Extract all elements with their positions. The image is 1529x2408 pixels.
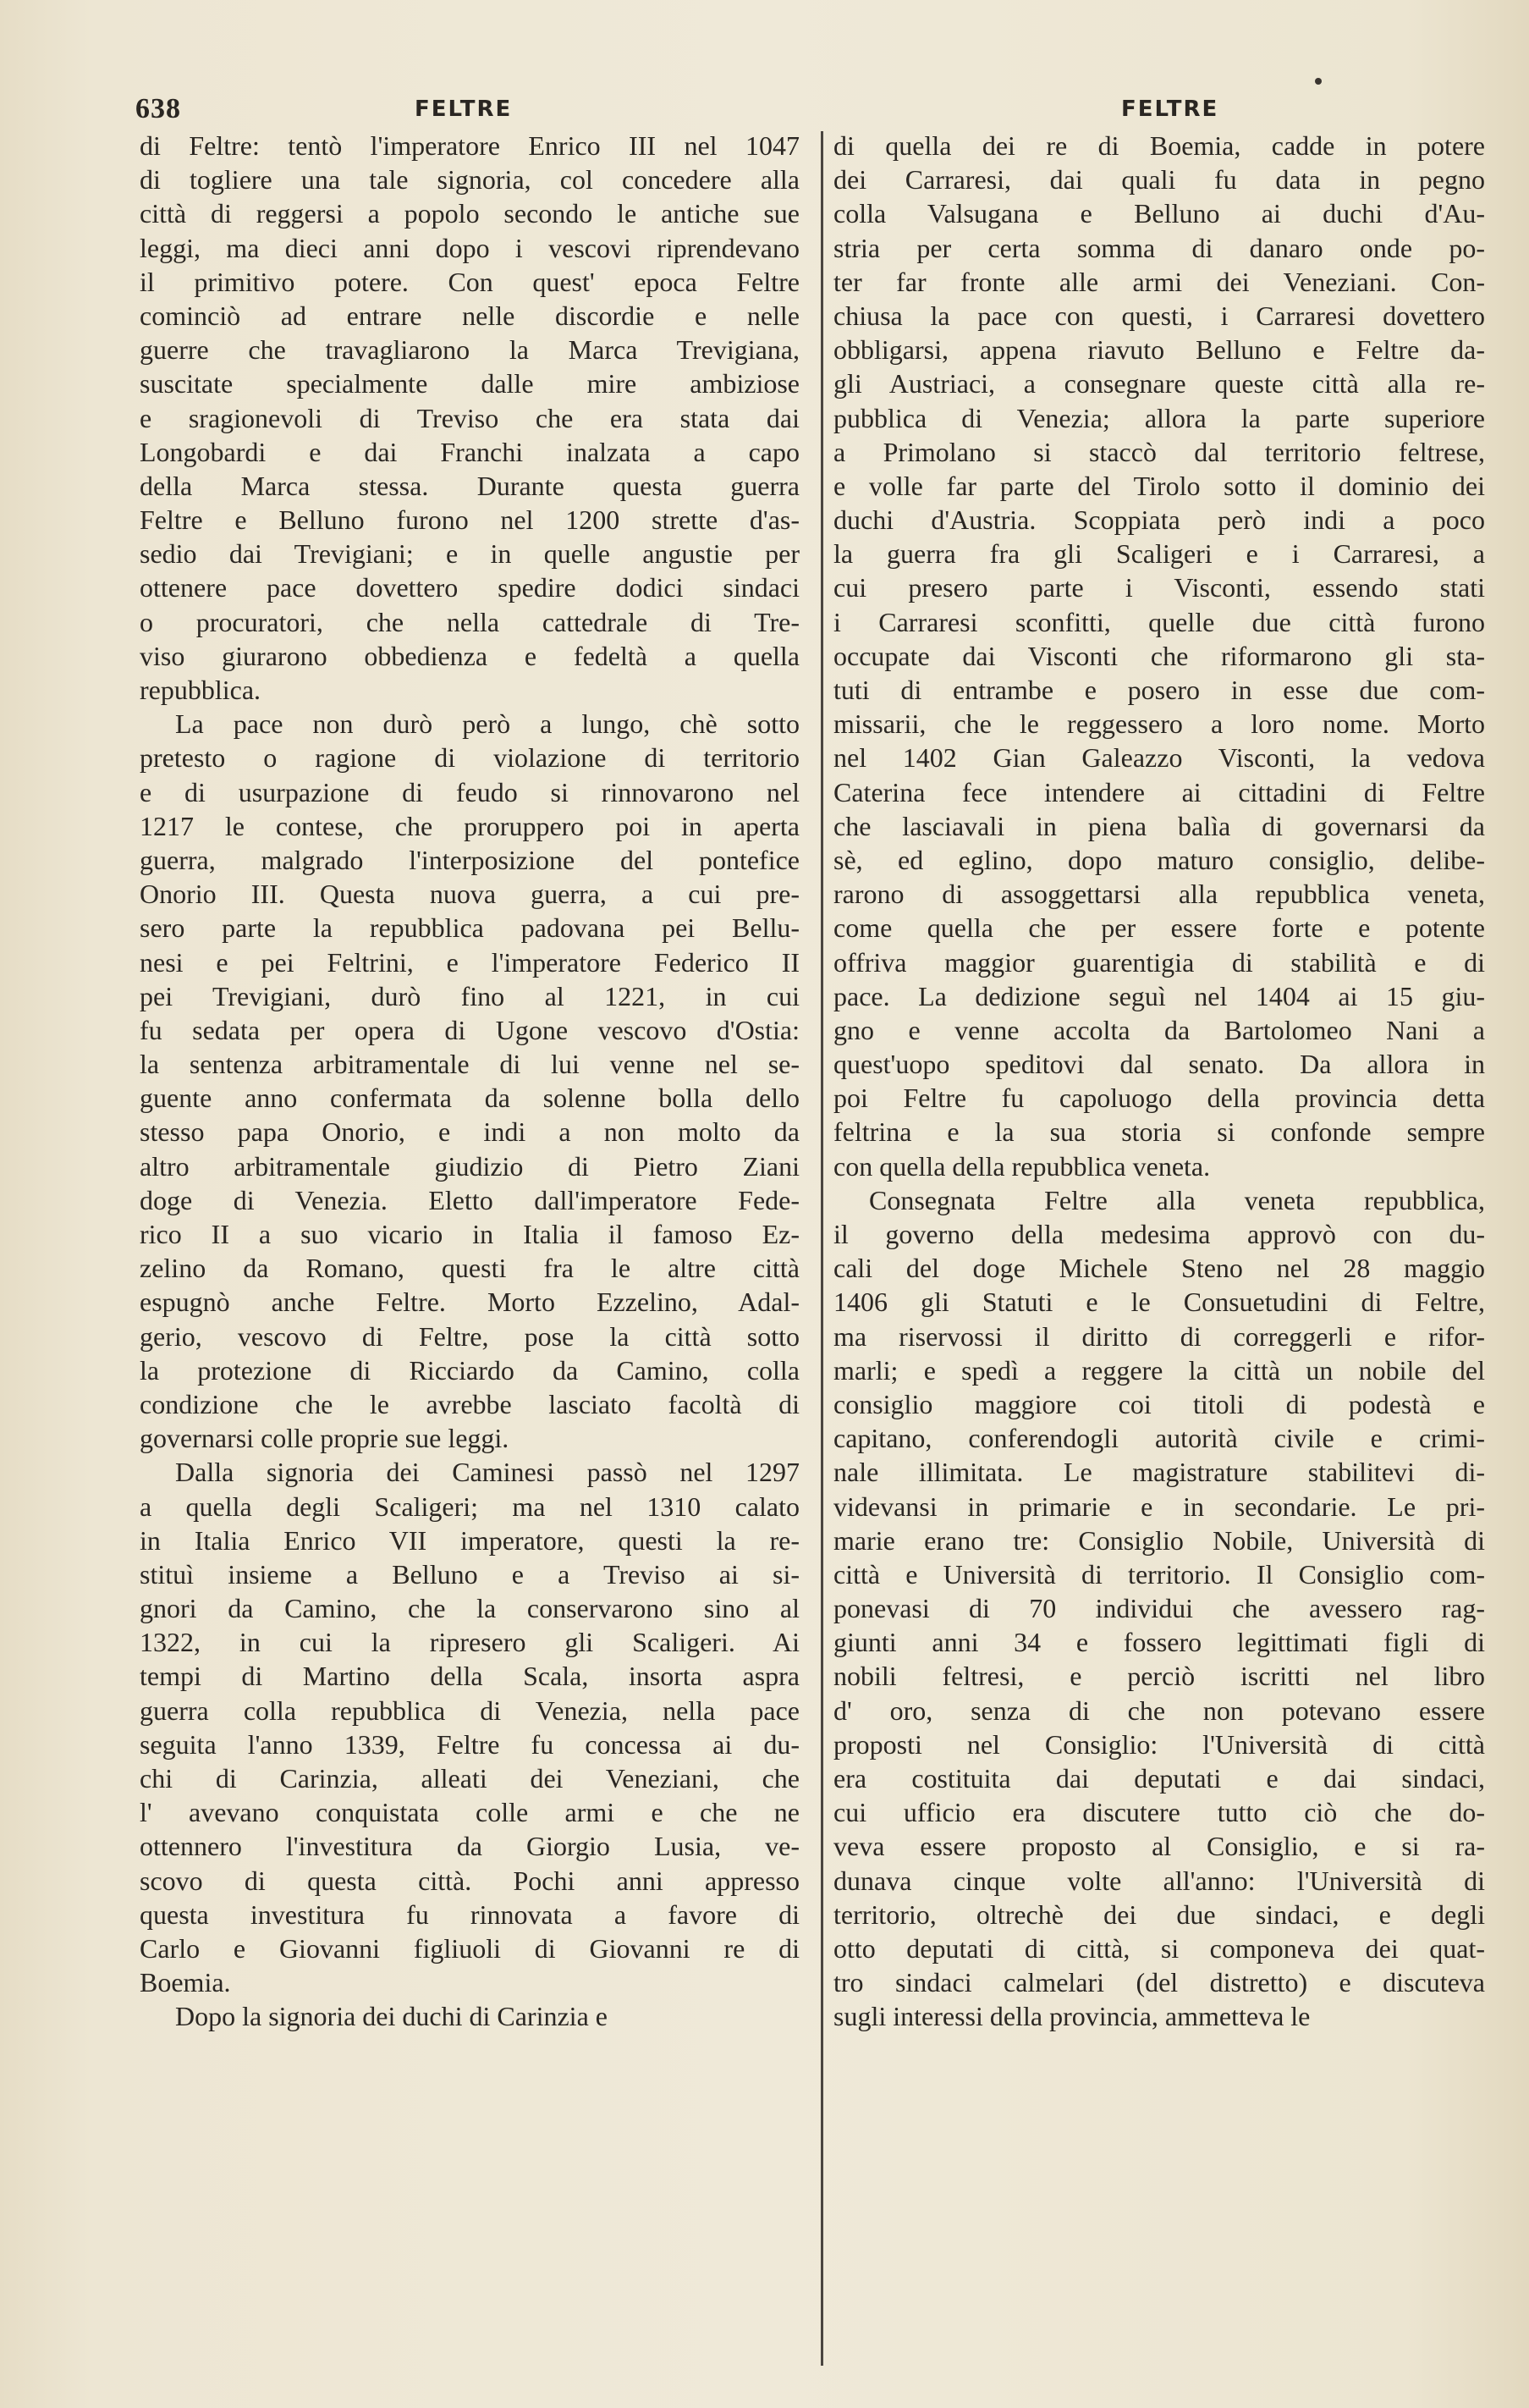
text-line: proposti nel Consiglio: l'Università di città: [833, 1728, 1485, 1760]
text-line: cui ufficio era discutere tutto ciò che do-: [833, 1797, 1485, 1828]
text-line: questa investitura fu rinnovata a favore di: [140, 1898, 800, 1930]
text-line: quest'uopo speditovi dal senato. Da allora in: [833, 1049, 1485, 1080]
text-line: gnori da Camino, che la conservarono sino al: [140, 1593, 800, 1624]
text-line: ponevasi di 70 individui che avessero rag-: [833, 1593, 1485, 1624]
text-line: otto deputati di città, si componeva dei quat-: [833, 1932, 1485, 1964]
text-line: governarsi colle proprie sue leggi.: [140, 1423, 509, 1454]
text-line: ter far fronte alle armi dei Veneziani. Con-: [833, 266, 1485, 297]
text-line: condizione che le avrebbe lasciato facoltà di: [140, 1388, 800, 1419]
text-line: pace. La dedizione seguì nel 1404 ai 15 giu-: [833, 980, 1485, 1011]
text-line: che lasciavali in piena balìa di governarsi da: [833, 810, 1485, 841]
text-line: altro arbitramentale giudizio di Pietro Ziani: [140, 1150, 800, 1182]
text-line: chiusa la pace con questi, i Carraresi dovettero: [833, 300, 1485, 331]
text-line: gli Austriaci, a consegnare queste città alla re-: [833, 368, 1485, 399]
text-line: consiglio maggiore coi titoli di podestà e: [833, 1388, 1485, 1419]
text-line: Consegnata Feltre alla veneta repubblica,: [869, 1184, 1485, 1215]
text-line: chi di Carinzia, alleati dei Veneziani, che: [140, 1763, 800, 1794]
text-line: il governo della medesima approvò con du-: [833, 1219, 1485, 1249]
text-line: l' avevano conquistata colle armi e che ne: [140, 1797, 800, 1828]
text-line: era costituita dai deputati e dai sindaci,: [833, 1763, 1485, 1794]
text-line: occupate dai Visconti che riformarono gli sta-: [833, 640, 1485, 671]
text-line: ma riservossi il diritto di correggerli e rifor-: [833, 1320, 1485, 1352]
text-line: o procuratori, che nella cattedrale di Tre-: [140, 606, 800, 637]
text-line: nobili feltresi, e perciò iscritti nel libro: [833, 1661, 1485, 1692]
text-line: suscitate specialmente dalle mire ambiziose: [140, 368, 800, 399]
text-line: veva essere proposto al Consiglio, e si ra-: [833, 1831, 1485, 1862]
text-line: Dalla signoria dei Caminesi passò nel 1297: [175, 1457, 800, 1488]
text-line: guente anno confermata da solenne bolla dello: [140, 1083, 800, 1114]
text-line: nale illimitata. Le magistrature stabilitevi di-: [833, 1457, 1485, 1488]
text-line: gno e venne accolta da Bartolomeo Nani a: [833, 1014, 1485, 1045]
text-line: leggi, ma dieci anni dopo i vescovi riprendevano: [140, 232, 800, 263]
text-line: e sragionevoli di Treviso che era stata dai: [140, 402, 800, 433]
text-line: Boemia.: [140, 1967, 231, 1998]
text-line: cali del doge Michele Steno nel 28 maggio: [833, 1253, 1485, 1284]
text-line: marli; e spedì a reggere la città un nobile del: [833, 1354, 1485, 1386]
text-line: guerre che travagliarono la Marca Trevigiana,: [140, 334, 800, 366]
text-line: feltrina e la sua storia si confonde sempre: [833, 1116, 1485, 1148]
text-line: stesso papa Onorio, e indi a non molto da: [140, 1116, 800, 1148]
text-line: seguita l'anno 1339, Feltre fu concessa ai du-: [140, 1728, 800, 1760]
text-line: con quella della repubblica veneta.: [833, 1150, 1211, 1182]
page-number: 638: [135, 93, 181, 124]
text-line: dunava cinque volte all'anno: l'Università di: [833, 1865, 1485, 1896]
text-line: espugnò anche Feltre. Morto Ezzelino, Adal-: [140, 1287, 800, 1318]
text-line: rico II a suo vicario in Italia il famoso Ez-: [140, 1219, 800, 1249]
text-line: ottenere pace dovettero spedire dodici sindaci: [140, 572, 800, 603]
running-head-right: FELTRE: [1121, 96, 1219, 122]
text-line: sero parte la repubblica padovana pei Bellu-: [140, 912, 800, 944]
text-line: Longobardi e dai Franchi inalzata a capo: [140, 436, 800, 467]
text-line: nel 1402 Gian Galeazzo Visconti, la vedova: [833, 742, 1485, 774]
text-line: Feltre e Belluno furono nel 1200 strette d'as-: [140, 504, 800, 536]
text-line: repubblica.: [140, 675, 261, 705]
text-line: pubblica di Venezia; allora la parte superiore: [833, 402, 1485, 433]
text-line: in Italia Enrico VII imperatore, questi la re-: [140, 1524, 800, 1556]
ink-spot: [1315, 78, 1322, 85]
text-line: la guerra fra gli Scaligeri e i Carraresi, a: [833, 538, 1485, 570]
text-line: ottennero l'investitura da Giorgio Lusia, ve-: [140, 1831, 800, 1862]
text-line: e di usurpazione di feudo si rinnovarono nel: [140, 776, 800, 807]
text-line: di togliere una tale signoria, col concedere alla: [140, 164, 800, 196]
text-line: dei Carraresi, dai quali fu data in pegno: [833, 164, 1485, 196]
text-line: i Carraresi sconfitti, quelle due città furono: [833, 606, 1485, 637]
text-line: territorio, oltrechè dei due sindaci, e degli: [833, 1898, 1485, 1930]
text-line: Caterina fece intendere ai cittadini di Feltre: [833, 776, 1485, 807]
text-line: pei Trevigiani, durò fino al 1221, in cui: [140, 980, 800, 1011]
text-line: tempi di Martino della Scala, insorta aspra: [140, 1661, 800, 1692]
text-line: di Feltre: tentò l'imperatore Enrico III nel 1047: [140, 130, 800, 161]
left-column: [140, 129, 800, 2034]
text-line: videvansi in primarie e in secondarie. Le pri-: [833, 1491, 1485, 1522]
text-line: 1406 gli Statuti e le Consuetudini di Feltre,: [833, 1287, 1485, 1318]
text-line: colla Valsugana e Belluno ai duchi d'Au-: [833, 198, 1485, 229]
text-line: pretesto o ragione di violazione di territorio: [140, 742, 800, 774]
text-line: La pace non durò però a lungo, chè sotto: [175, 708, 800, 740]
column-divider: [821, 131, 823, 2366]
text-line: città e Università di territorio. Il Consiglio com-: [833, 1558, 1485, 1590]
text-line: scovo di questa città. Pochi anni appresso: [140, 1865, 800, 1896]
text-line: 1322, in cui la ripresero gli Scaligeri. Ai: [140, 1627, 800, 1658]
right-column: [833, 129, 1485, 2034]
text-line: a quella degli Scaligeri; ma nel 1310 calato: [140, 1491, 800, 1522]
text-line: il primitivo potere. Con quest' epoca Feltre: [140, 266, 800, 297]
text-line: rarono di assoggettarsi alla repubblica veneta,: [833, 879, 1485, 910]
text-line: come quella che per essere forte e potente: [833, 912, 1485, 944]
text-line: doge di Venezia. Eletto dall'imperatore Fede-: [140, 1184, 800, 1215]
text-line: la protezione di Ricciardo da Camino, colla: [140, 1354, 800, 1386]
text-line: 1217 le contese, che proruppero poi in aperta: [140, 810, 800, 841]
text-line: offriva maggior guarentigia di stabilità e di: [833, 946, 1485, 978]
text-line: tuti di entrambe e posero in esse due com-: [833, 675, 1485, 705]
text-line: zelino da Romano, questi fra le altre città: [140, 1253, 800, 1284]
running-head-left: FELTRE: [415, 96, 513, 122]
text-line: gerio, vescovo di Feltre, pose la città sotto: [140, 1320, 800, 1352]
text-line: obbligarsi, appena riavuto Belluno e Feltre da-: [833, 334, 1485, 366]
text-line: Dopo la signoria dei duchi di Carinzia e: [175, 2001, 608, 2032]
text-line: cui presero parte i Visconti, essendo stati: [833, 572, 1485, 603]
text-line: la sentenza arbitramentale di lui venne nel se-: [140, 1049, 800, 1080]
text-line: Onorio III. Questa nuova guerra, a cui pre-: [140, 879, 800, 910]
text-line: cominciò ad entrare nelle discordie e nelle: [140, 300, 800, 331]
text-line: a Primolano si staccò dal territorio feltrese,: [833, 436, 1485, 467]
text-line: stituì insieme a Belluno e a Treviso ai si-: [140, 1558, 800, 1590]
text-line: fu sedata per opera di Ugone vescovo d'Ostia:: [140, 1014, 800, 1045]
text-line: della Marca stessa. Durante questa guerra: [140, 470, 800, 501]
text-line: stria per certa somma di danaro onde po-: [833, 232, 1485, 263]
text-line: d' oro, senza di che non potevano essere: [833, 1694, 1485, 1726]
text-line: e volle far parte del Tirolo sotto il dominio dei: [833, 470, 1485, 501]
text-line: missarii, che le reggessero a loro nome. Morto: [833, 708, 1485, 740]
text-line: Carlo e Giovanni figliuoli di Giovanni re di: [140, 1932, 800, 1964]
text-line: poi Feltre fu capoluogo della provincia detta: [833, 1083, 1485, 1114]
text-line: giunti anni 34 e fossero legittimati figli di: [833, 1627, 1485, 1658]
text-line: sedio dai Trevigiani; e in quelle angustie per: [140, 538, 800, 570]
text-line: di quella dei re di Boemia, cadde in potere: [833, 130, 1485, 161]
text-line: tro sindaci calmelari (del distretto) e discuteva: [833, 1967, 1485, 1998]
text-line: sugli interessi della provincia, ammetteva le: [833, 2001, 1311, 2032]
text-line: marie erano tre: Consiglio Nobile, Università di: [833, 1524, 1485, 1556]
text-line: duchi d'Austria. Scoppiata però indi a poco: [833, 504, 1485, 536]
text-line: guerra, malgrado l'interposizione del pontefice: [140, 844, 800, 875]
text-line: sè, ed eglino, dopo maturo consiglio, delibe-: [833, 844, 1485, 875]
text-line: capitano, conferendogli autorità civile e crimi-: [833, 1423, 1485, 1454]
text-line: guerra colla repubblica di Venezia, nella pace: [140, 1694, 800, 1726]
text-line: nesi e pei Feltrini, e l'imperatore Federico II: [140, 946, 800, 978]
text-line: viso giurarono obbedienza e fedeltà a quella: [140, 640, 800, 671]
text-line: città di reggersi a popolo secondo le antiche sue: [140, 198, 800, 229]
